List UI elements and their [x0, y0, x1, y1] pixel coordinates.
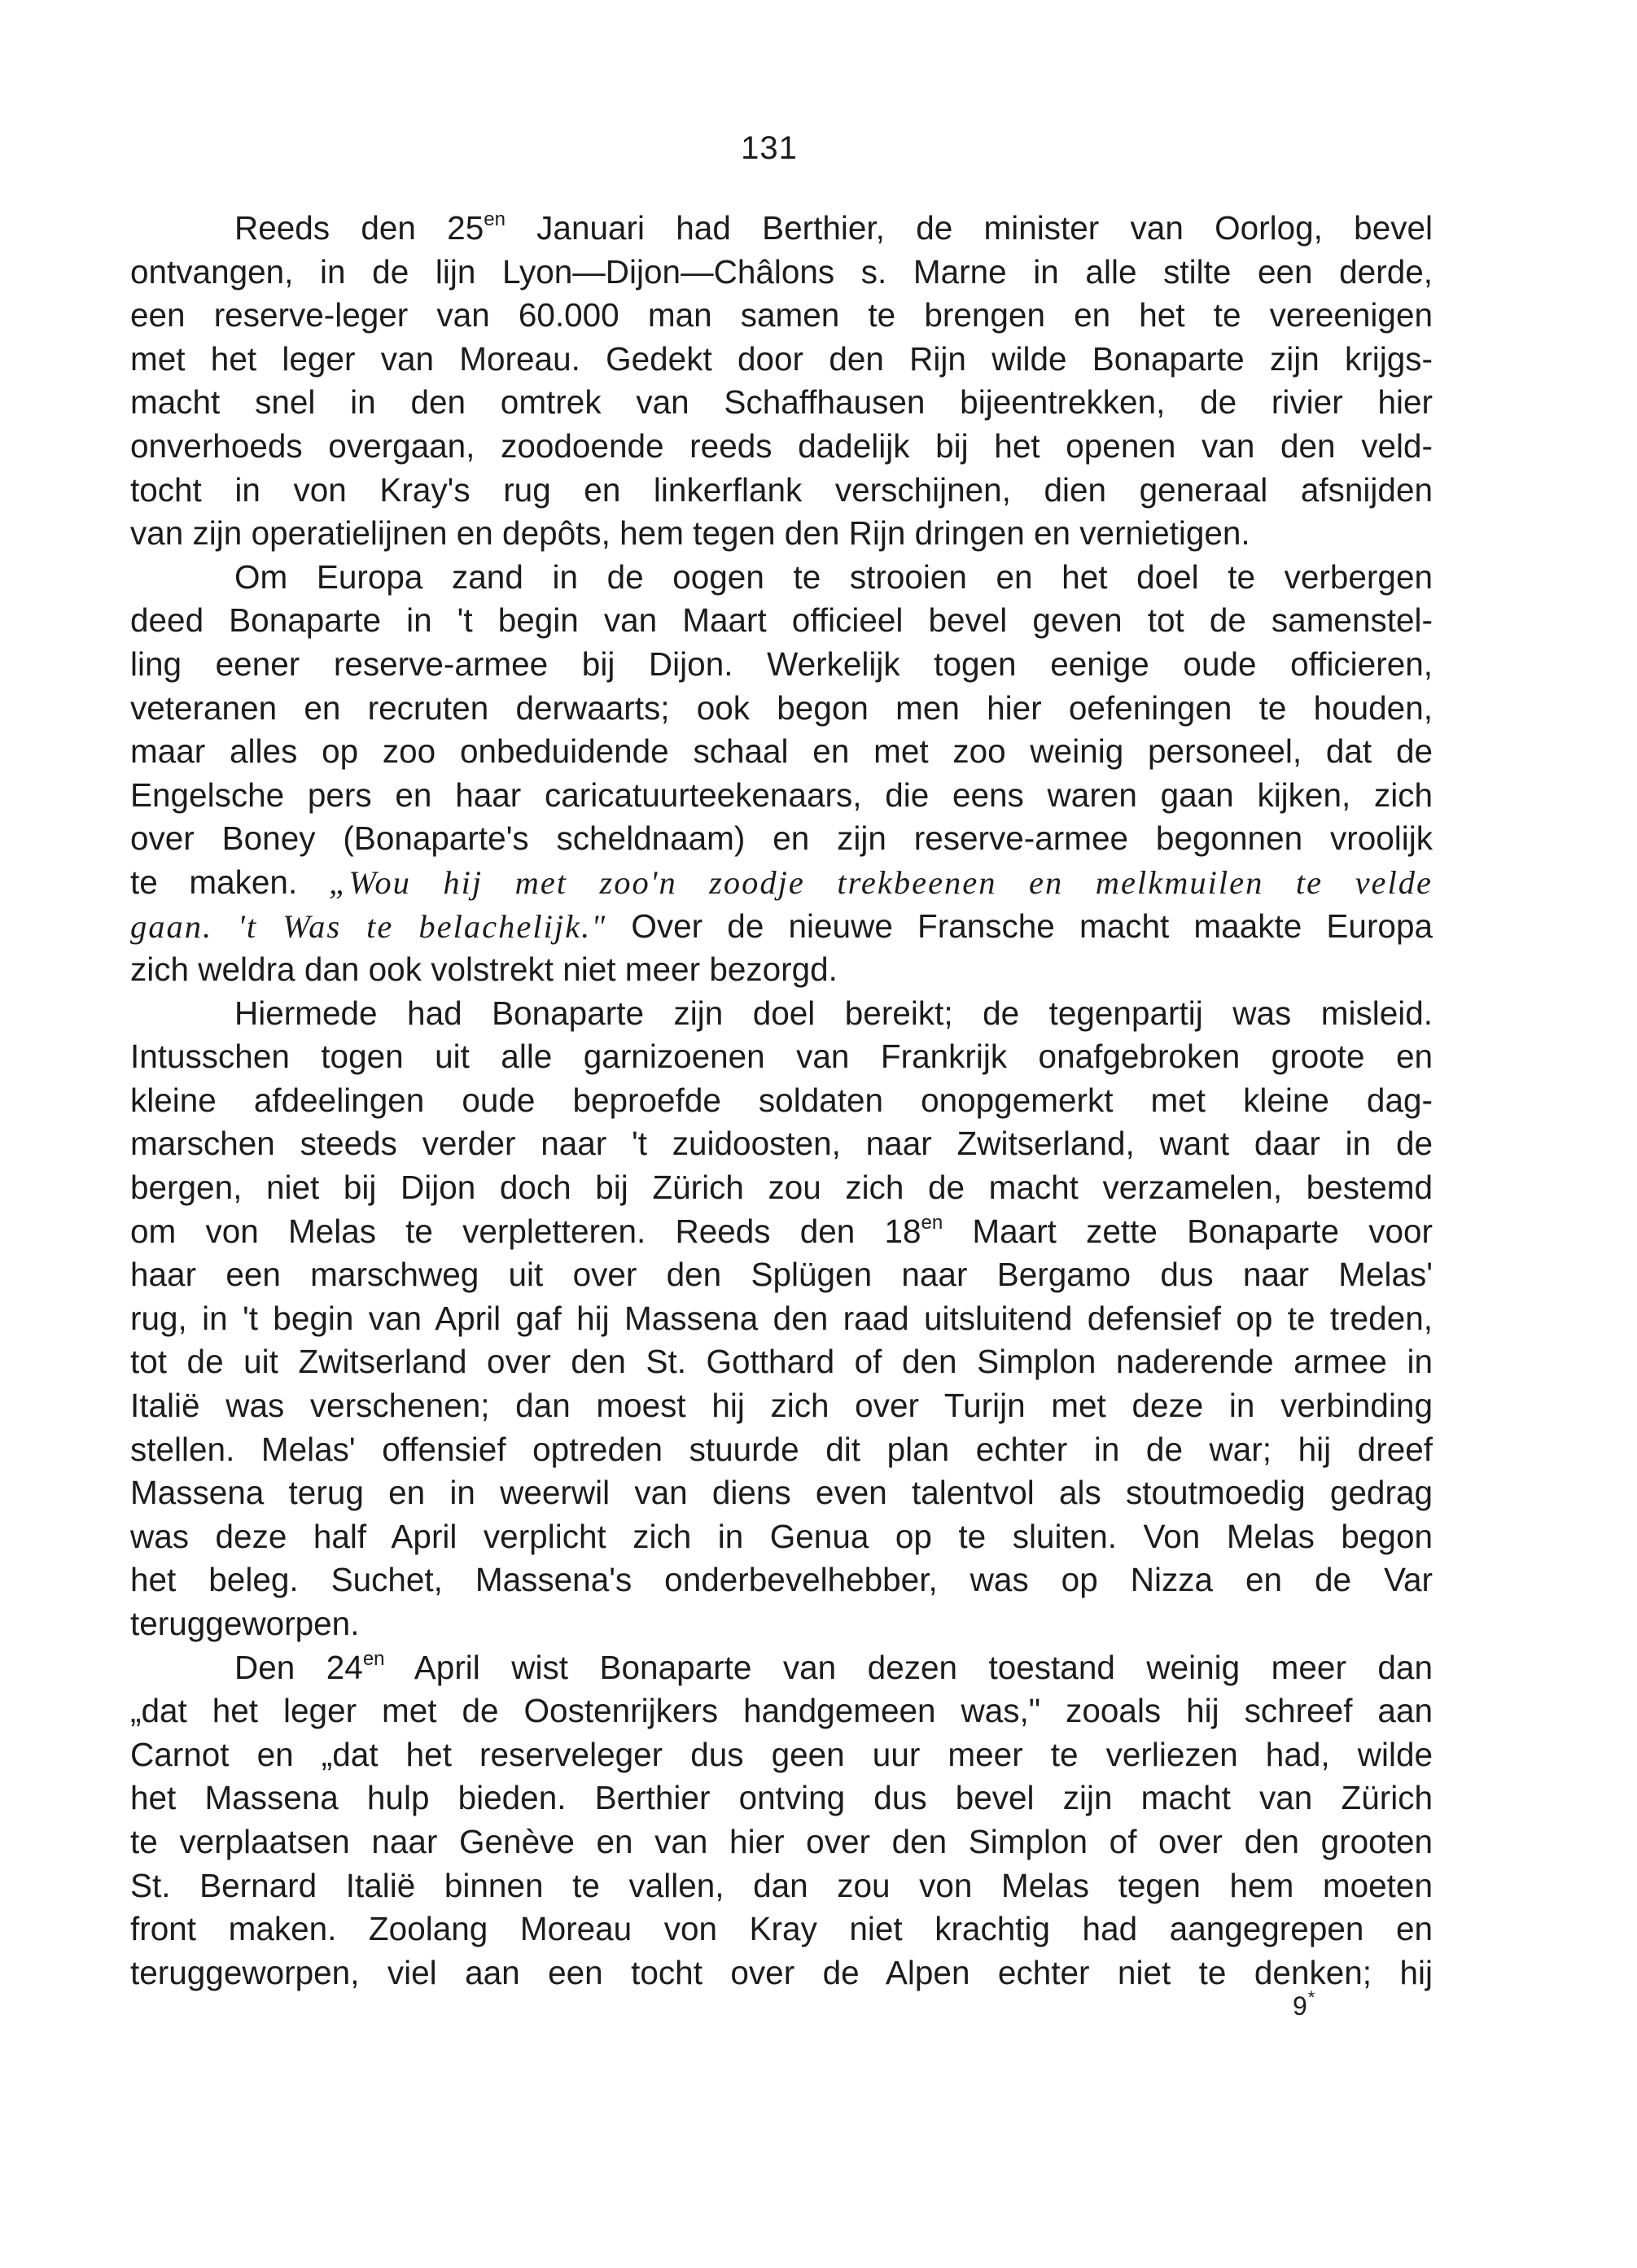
text-segment: was deze half April verplicht zich in Genua op te sluiten. Von Melas begon: [130, 1517, 1433, 1555]
text-segment: front maken. Zoolang Moreau von Kray niet krachtig had aangegrepen en: [130, 1910, 1433, 1948]
text-line: [130, 1035, 1433, 1079]
text-segment: Over de nieuwe Fransche macht maakte Europa: [606, 907, 1433, 945]
text-segment: deed Bonaparte in 't begin van Maart officieel bevel geven tot de samenstel-: [130, 601, 1433, 640]
text-line: [130, 207, 1433, 251]
text-segment: kleine afdeelingen oude beproefde soldaten onopgemerkt met kleine dag-: [130, 1081, 1433, 1119]
signature-number: 9: [1293, 1991, 1308, 2021]
text-segment: om von Melas te verpletteren. Reeds den 18: [130, 1212, 921, 1250]
text-line: [130, 1253, 1433, 1297]
text-line: [130, 1428, 1433, 1472]
text-segment: haar een marschweg uit over den Splügen naar Bergamo dus naar Melas': [130, 1256, 1433, 1294]
text-line: [130, 338, 1433, 382]
text-line: [130, 251, 1433, 295]
text-line: [130, 992, 1433, 1036]
text-line: [130, 599, 1433, 643]
superscript: en: [921, 1211, 943, 1234]
text-line: [130, 1297, 1433, 1341]
text-line: [130, 905, 1433, 949]
text-segment: het beleg. Suchet, Massena's onderbevelhebber, was op Nizza en de Var: [130, 1561, 1433, 1599]
text-segment: marschen steeds verder naar 't zuidoosten, naar Zwitserland, want daar in de: [130, 1125, 1433, 1163]
text-segment: rug, in 't begin van April gaf hij Massena den raad uitsluitend defensief op te treden,: [130, 1299, 1433, 1337]
text-line: [130, 687, 1433, 731]
text-segment: zich weldra dan ook volstrekt niet meer bezorgd.: [130, 950, 838, 989]
signature-mark: [1293, 1987, 1316, 2021]
text-segment: ling eener reserve-armee bij Dijon. Werkelijk togen eenige oude officieren,: [130, 645, 1433, 683]
text-line: [130, 1122, 1433, 1166]
body-text: [130, 207, 1433, 1995]
text-line: [130, 817, 1433, 861]
text-segment: Italië was verschenen; dan moest hij zich over Turijn met deze in verbinding: [130, 1387, 1433, 1425]
superscript: en: [484, 208, 506, 230]
text-segment: Carnot en „dat het reserveleger dus geen uur meer te verliezen had, wilde: [130, 1735, 1433, 1773]
text-segment: het Massena hulp bieden. Berthier ontving dus bevel zijn macht van Zürich: [130, 1779, 1433, 1817]
text-segment: Massena terug en in weerwil van diens even talentvol als stoutmoedig gedrag: [130, 1474, 1433, 1512]
text-segment: te maken.: [130, 863, 329, 901]
text-segment: een reserve-leger van 60.000 man samen te brengen en het te vereenigen: [130, 296, 1433, 334]
text-line: [130, 1733, 1433, 1777]
text-segment: St. Bernard Italië binnen te vallen, dan zou von Melas tegen hem moeten: [130, 1866, 1433, 1904]
text-segment: „dat het leger met de Oostenrijkers handgemeen was," zooals hij schreef aan: [130, 1692, 1433, 1730]
text-line: [130, 774, 1433, 818]
text-line: [130, 381, 1433, 425]
text-segment: Maart zette Bonaparte voor: [943, 1212, 1433, 1250]
text-segment: Intusschen togen uit alle garnizoenen van Frankrijk onafgebroken groote en: [130, 1038, 1433, 1076]
text-segment: Hiermede had Bonaparte zijn doel bereikt; de tegenpartij was misleid.: [234, 994, 1433, 1032]
text-line: [130, 1558, 1433, 1602]
text-line: [130, 861, 1433, 905]
text-line: [130, 1820, 1433, 1864]
text-line: [130, 1166, 1433, 1210]
text-segment: bergen, niet bij Dijon doch bij Zürich zou zich de macht verzamelen, bestemd: [130, 1169, 1433, 1207]
text-segment: Reeds den 25: [234, 209, 484, 247]
text-line: [130, 1646, 1433, 1690]
text-segment: veteranen en recruten derwaarts; ook begon men hier oefeningen te houden,: [130, 688, 1433, 727]
text-segment: van zijn operatielijnen en depôts, hem tegen den Rijn dringen en vernietigen.: [130, 514, 1250, 553]
text-segment: macht snel in den omtrek van Schaffhausen bijeentrekken, de rivier hier: [130, 383, 1433, 422]
text-segment: April wist Bonaparte van dezen toestand weinig meer dan: [384, 1648, 1433, 1686]
text-line: [130, 512, 1433, 556]
text-line: [130, 1602, 1433, 1646]
text-segment: over Boney (Bonaparte's scheldnaam) en zijn reserve-armee begonnen vroolijk: [130, 819, 1433, 858]
text-line: [130, 1864, 1433, 1908]
superscript: en: [362, 1647, 385, 1670]
text-segment: te verplaatsen naar Genève en van hier over den Simplon of over den grooten: [130, 1822, 1433, 1860]
text-line: [130, 1907, 1433, 1951]
text-segment: teruggeworpen, viel aan een tocht over de Alpen echter niet te denken; hij: [130, 1953, 1433, 1991]
text-segment: onverhoeds overgaan, zoodoende reeds dadelijk bij het openen van den veld-: [130, 426, 1433, 465]
text-line: [130, 1471, 1433, 1515]
text-line: [130, 469, 1433, 513]
text-segment: Om Europa zand in de oogen te strooien en het doel te verbergen: [234, 557, 1433, 596]
text-line: [130, 643, 1433, 687]
text-segment: Engelsche pers en haar caricatuurteekenaars, die eens waren gaan kijken, zich: [130, 776, 1433, 814]
text-line: [130, 1951, 1433, 1995]
text-segment: tot de uit Zwitserland over den St. Gotthard of den Simplon naderende armee in: [130, 1343, 1433, 1381]
text-segment: Januari had Berthier, de minister van Oorlog, bevel: [505, 209, 1433, 247]
page-number: 131: [741, 130, 798, 166]
italic-quote: „Wou hij met zoo'n zoodje trekbeenen en melkmuilen te velde: [328, 863, 1433, 901]
text-line: [130, 1384, 1433, 1428]
text-segment: Den 24: [234, 1648, 363, 1686]
text-segment: tocht in von Kray's rug en linkerflank verschijnen, dien generaal afsnijden: [130, 470, 1433, 509]
text-segment: stellen. Melas' offensief optreden stuurde dit plan echter in de war; hij dreef: [130, 1430, 1433, 1468]
text-line: [130, 1210, 1433, 1254]
text-line: [130, 294, 1433, 338]
text-line: [130, 1689, 1433, 1733]
text-line: [130, 1776, 1433, 1820]
text-segment: maar alles op zoo onbeduidende schaal en met zoo weinig personeel, dat de: [130, 732, 1433, 771]
text-segment: met het leger van Moreau. Gedekt door den Rijn wilde Bonaparte zijn krijgs-: [130, 339, 1433, 378]
text-segment: ontvangen, in de lijn Lyon—Dijon—Châlons s. Marne in alle stilte een derde,: [130, 252, 1433, 291]
text-line: [130, 1515, 1433, 1559]
text-line: [130, 1340, 1433, 1384]
text-segment: teruggeworpen.: [130, 1605, 360, 1642]
italic-quote: gaan. 't Was te belachelijk.": [130, 907, 607, 945]
text-line: [130, 1079, 1433, 1123]
text-line: [130, 730, 1433, 774]
signature-asterisk: *: [1307, 1987, 1316, 2008]
text-line: [130, 425, 1433, 469]
text-line: [130, 948, 1433, 992]
text-line: [130, 556, 1433, 600]
